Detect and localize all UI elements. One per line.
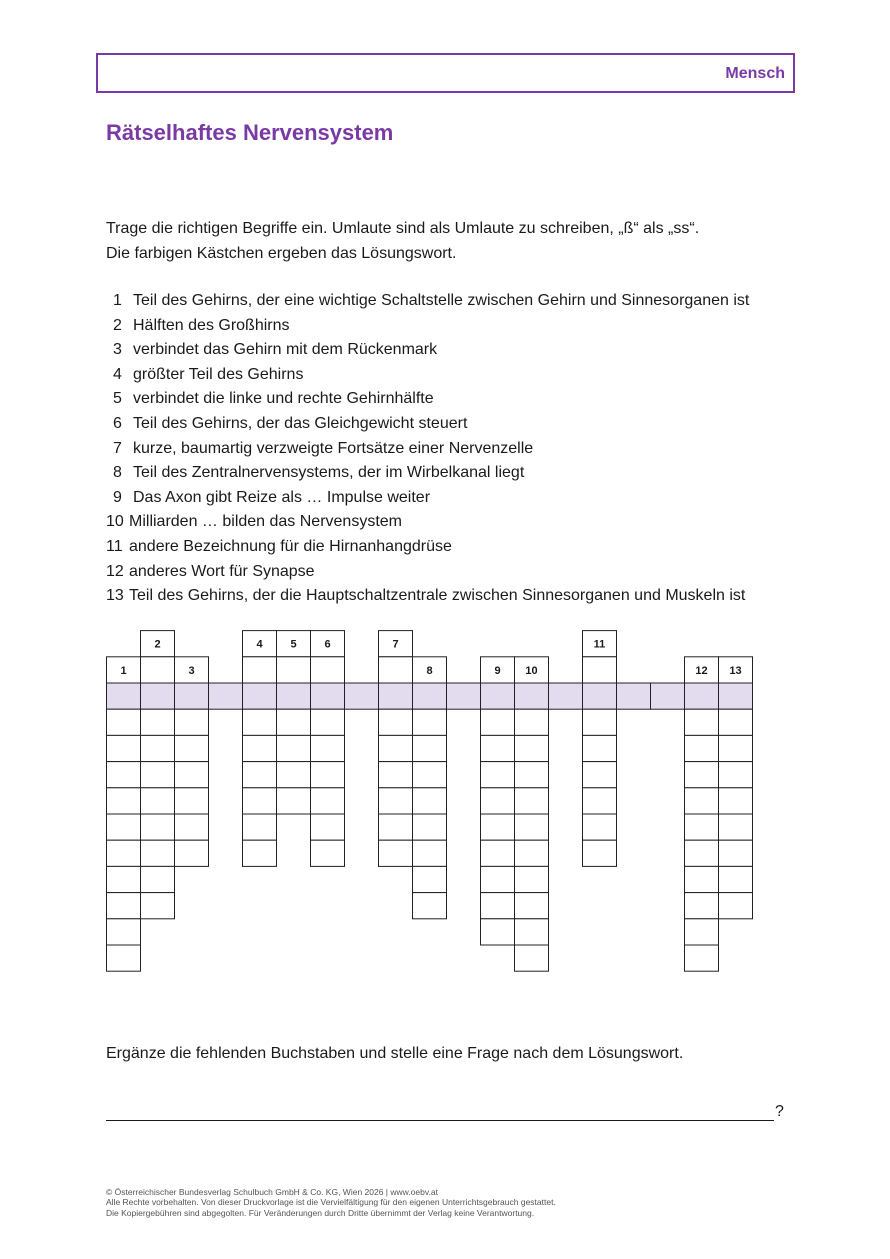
solution-cell[interactable] — [651, 683, 685, 709]
clue-number-label: 2 — [154, 638, 161, 651]
clue-number: 10 — [106, 513, 124, 531]
crossword-cell[interactable] — [515, 762, 549, 788]
clue-item — [106, 387, 806, 412]
crossword-cell[interactable] — [277, 631, 311, 657]
crossword-cell[interactable] — [515, 657, 549, 683]
solution-cell[interactable] — [311, 683, 345, 709]
crossword-cell[interactable] — [685, 840, 719, 866]
crossword-cell[interactable] — [311, 631, 345, 657]
solution-cell[interactable] — [243, 683, 277, 709]
clue-item — [106, 437, 806, 462]
clue-text: Teil des Gehirns, der das Gleichgewicht steuert — [133, 414, 468, 432]
crossword-cell[interactable] — [719, 840, 753, 866]
crossword-cell[interactable] — [175, 840, 209, 866]
crossword-cell[interactable] — [719, 814, 753, 840]
crossword-cell[interactable] — [413, 762, 447, 788]
crossword-cell[interactable] — [141, 631, 175, 657]
clue-number: 12 — [106, 562, 124, 580]
footer-disclaimer: Die Kopiergebühren sind abgegolten. Für Veränderungen durch Dritte übernimmt der Verlag keine Verantwortung. — [106, 1207, 535, 1218]
clue-text: verbindet das Gehirn mit dem Rückenmark — [133, 341, 438, 359]
crossword-cell[interactable] — [685, 657, 719, 683]
crossword-cell[interactable] — [107, 866, 141, 892]
clue-number: 2 — [113, 316, 122, 334]
crossword-cell[interactable] — [107, 814, 141, 840]
crossword-cell[interactable] — [141, 788, 175, 814]
clue-number-label: 10 — [525, 664, 538, 677]
crossword-cell[interactable] — [379, 709, 413, 735]
crossword-cell[interactable] — [481, 919, 515, 945]
crossword-cell[interactable] — [107, 919, 141, 945]
clue-number: 9 — [113, 488, 122, 506]
crossword-cell[interactable] — [719, 657, 753, 683]
crossword-cell[interactable] — [685, 919, 719, 945]
clue-number: 7 — [113, 439, 122, 457]
crossword-cell[interactable] — [311, 788, 345, 814]
crossword-cell[interactable] — [379, 657, 413, 683]
solution-cell[interactable] — [107, 683, 141, 709]
solution-cell[interactable] — [209, 683, 243, 709]
crossword-cell[interactable] — [685, 814, 719, 840]
crossword-cell[interactable] — [583, 735, 617, 761]
crossword-cell[interactable] — [277, 709, 311, 735]
crossword-cell[interactable] — [141, 893, 175, 919]
crossword-cell[interactable] — [277, 657, 311, 683]
crossword-cell[interactable] — [515, 709, 549, 735]
clue-item — [106, 535, 806, 560]
crossword-cell[interactable] — [379, 840, 413, 866]
clue-number: 11 — [106, 537, 123, 555]
crossword-cell[interactable] — [515, 919, 549, 945]
crossword-cell[interactable] — [175, 814, 209, 840]
crossword-cell[interactable] — [243, 735, 277, 761]
clue-text: andere Bezeichnung für die Hirnanhangdrüse — [129, 537, 452, 555]
crossword-cell[interactable] — [277, 788, 311, 814]
crossword-cell[interactable] — [685, 866, 719, 892]
clue-number: 4 — [113, 365, 122, 383]
crossword-cell[interactable] — [243, 788, 277, 814]
crossword-cell[interactable] — [583, 814, 617, 840]
crossword-cell[interactable] — [413, 788, 447, 814]
solution-cell[interactable] — [719, 683, 753, 709]
crossword-cell[interactable] — [413, 709, 447, 735]
crossword-cell[interactable] — [413, 735, 447, 761]
clue-text: Milliarden … bilden das Nervensystem — [129, 513, 402, 531]
crossword-cell[interactable] — [107, 735, 141, 761]
crossword-cell[interactable] — [515, 945, 549, 971]
clue-number-label: 1 — [120, 664, 127, 677]
subject-label: Mensch — [725, 65, 785, 82]
clue-number-label: 9 — [494, 664, 501, 677]
crossword-cell[interactable] — [243, 657, 277, 683]
crossword-cell[interactable] — [141, 840, 175, 866]
clue-item — [106, 289, 806, 314]
crossword-cell[interactable] — [141, 709, 175, 735]
clue-text: kurze, baumartig verzweigte Fortsätze einer Nervenzelle — [133, 439, 534, 457]
solution-cell[interactable] — [515, 683, 549, 709]
crossword-cell[interactable] — [311, 762, 345, 788]
clue-item — [106, 338, 806, 363]
crossword-cell[interactable] — [481, 657, 515, 683]
crossword-cell[interactable] — [515, 893, 549, 919]
clue-number-label: 3 — [188, 664, 195, 677]
crossword-cell[interactable] — [481, 893, 515, 919]
crossword-cell[interactable] — [413, 893, 447, 919]
crossword-cell[interactable] — [685, 735, 719, 761]
clue-number: 1 — [113, 292, 122, 309]
crossword-cell[interactable] — [107, 762, 141, 788]
clue-item — [106, 363, 806, 388]
crossword-cell[interactable] — [379, 814, 413, 840]
clue-item — [106, 510, 806, 535]
crossword-cell[interactable] — [311, 709, 345, 735]
solution-cell[interactable] — [141, 683, 175, 709]
footer-copyright: © Österreichischer Bundesverlag Schulbuch GmbH & Co. KG, Wien 2026 | www.oebv.at — [106, 1187, 438, 1197]
page-title: Rätselhaftes Nervensystem — [106, 120, 394, 145]
crossword-cell[interactable] — [515, 788, 549, 814]
clue-number-label: 4 — [256, 638, 263, 651]
instructions — [106, 217, 826, 266]
crossword-cell[interactable] — [583, 709, 617, 735]
crossword-cell[interactable] — [141, 657, 175, 683]
crossword-cell[interactable] — [583, 631, 617, 657]
crossword-cell[interactable] — [685, 709, 719, 735]
crossword-cell[interactable] — [481, 762, 515, 788]
solution-cell[interactable] — [447, 683, 481, 709]
crossword-cell[interactable] — [481, 866, 515, 892]
crossword-cell[interactable] — [379, 762, 413, 788]
crossword-cell[interactable] — [175, 657, 209, 683]
crossword-cell[interactable] — [515, 840, 549, 866]
crossword-cell[interactable] — [685, 762, 719, 788]
instruction-line-1: Trage die richtigen Begriffe ein. Umlaute sind als Umlaute zu schreiben, „ß“ als „ss“. — [106, 220, 700, 237]
crossword-cell[interactable] — [481, 840, 515, 866]
crossword-cell[interactable] — [277, 762, 311, 788]
crossword-cell[interactable] — [719, 893, 753, 919]
crossword-cell[interactable] — [719, 788, 753, 814]
clue-text: Teil des Gehirns, der die Hauptschaltzentrale zwischen Sinnesorganen und Muskeln ist — [129, 587, 746, 605]
clue-text: anderes Wort für Synapse — [129, 562, 315, 580]
crossword-cell[interactable] — [685, 945, 719, 971]
clue-number-label: 6 — [324, 638, 331, 651]
footer — [106, 1187, 556, 1218]
crossword-cell[interactable] — [413, 840, 447, 866]
crossword-cell[interactable] — [413, 814, 447, 840]
solution-cell[interactable] — [413, 683, 447, 709]
clue-item — [106, 461, 806, 486]
crossword-cell[interactable] — [719, 709, 753, 735]
answer-question-mark: ? — [775, 1103, 784, 1120]
clue-number: 8 — [113, 464, 122, 482]
crossword-cell[interactable] — [107, 945, 141, 971]
clue-item — [106, 560, 806, 585]
crossword-cell[interactable] — [583, 840, 617, 866]
clue-text: Teil des Zentralnervensystems, der im Wirbelkanal liegt — [133, 464, 525, 482]
header-box — [96, 53, 795, 93]
crossword-cell[interactable] — [141, 866, 175, 892]
crossword-cell[interactable] — [107, 709, 141, 735]
crossword-cell[interactable] — [719, 866, 753, 892]
task-instruction: Ergänze die fehlenden Buchstaben und stelle eine Frage nach dem Lösungswort. — [106, 1045, 684, 1062]
clue-item — [106, 486, 806, 511]
clue-number-label: 11 — [593, 638, 606, 651]
crossword-cell[interactable] — [515, 866, 549, 892]
solution-cell[interactable] — [379, 683, 413, 709]
crossword-cell[interactable] — [243, 709, 277, 735]
crossword-cell[interactable] — [107, 657, 141, 683]
crossword-cell[interactable] — [311, 840, 345, 866]
clue-item — [106, 314, 806, 339]
clue-item — [106, 412, 806, 437]
solution-cell[interactable] — [549, 683, 583, 709]
crossword-cell[interactable] — [107, 788, 141, 814]
clue-list — [106, 289, 806, 609]
clue-number-label: 13 — [729, 664, 742, 677]
clue-number-label: 7 — [392, 638, 399, 651]
crossword-cell[interactable] — [515, 735, 549, 761]
clue-number: 6 — [113, 414, 122, 432]
clue-number: 5 — [113, 390, 122, 408]
crossword-cell[interactable] — [379, 735, 413, 761]
crossword-cell[interactable] — [175, 762, 209, 788]
crossword-cell[interactable] — [107, 893, 141, 919]
clue-number-label: 8 — [426, 664, 433, 677]
crossword-cell[interactable] — [719, 762, 753, 788]
clue-number: 3 — [113, 341, 122, 359]
crossword-cell[interactable] — [583, 762, 617, 788]
crossword-cell[interactable] — [481, 735, 515, 761]
clue-text: Das Axon gibt Reize als … Impulse weiter — [133, 488, 431, 506]
solution-cell[interactable] — [685, 683, 719, 709]
clue-text: Teil des Gehirns, der eine wichtige Schaltstelle zwischen Gehirn und Sinnesorganen ist — [133, 292, 750, 309]
instruction-line-2: Die farbigen Kästchen ergeben das Lösungswort. — [106, 244, 457, 262]
crossword-cell[interactable] — [583, 657, 617, 683]
crossword-cell[interactable] — [481, 814, 515, 840]
crossword-cell[interactable] — [243, 631, 277, 657]
crossword-cell[interactable] — [311, 657, 345, 683]
crossword-cell[interactable] — [379, 631, 413, 657]
clue-text: verbindet die linke und rechte Gehirnhälfte — [133, 390, 434, 408]
clue-number-label: 5 — [290, 638, 297, 651]
crossword-cell[interactable] — [481, 709, 515, 735]
crossword-cell[interactable] — [243, 762, 277, 788]
crossword-cell[interactable] — [141, 735, 175, 761]
crossword-cell[interactable] — [413, 657, 447, 683]
footer-rights: Alle Rechte vorbehalten. Von dieser Druckvorlage ist die Vervielfältigung für den eigenen Unterrichtsgebrauch gestattet. — [106, 1197, 556, 1208]
clue-text: Hälften des Großhirns — [133, 316, 290, 334]
crossword-cell[interactable] — [685, 893, 719, 919]
crossword-cell[interactable] — [141, 814, 175, 840]
solution-cell[interactable] — [481, 683, 515, 709]
crossword-cell[interactable] — [685, 788, 719, 814]
solution-cell[interactable] — [175, 683, 209, 709]
crossword-cell[interactable] — [141, 762, 175, 788]
crossword-cell[interactable] — [277, 735, 311, 761]
crossword-cell[interactable] — [583, 788, 617, 814]
crossword-cell[interactable] — [107, 840, 141, 866]
crossword-cell[interactable] — [379, 788, 413, 814]
crossword-cell[interactable] — [311, 735, 345, 761]
crossword-cell[interactable] — [719, 735, 753, 761]
solution-cell[interactable] — [617, 683, 651, 709]
crossword-cell[interactable] — [413, 866, 447, 892]
clue-number: 13 — [106, 587, 124, 605]
crossword-cell[interactable] — [243, 840, 277, 866]
crossword-cell[interactable] — [175, 735, 209, 761]
crossword-cell[interactable] — [311, 814, 345, 840]
crossword-cell[interactable] — [515, 814, 549, 840]
crossword-cell[interactable] — [481, 788, 515, 814]
crossword-cell[interactable] — [175, 709, 209, 735]
crossword-cell[interactable] — [175, 788, 209, 814]
solution-cell[interactable] — [583, 683, 617, 709]
solution-cell[interactable] — [277, 683, 311, 709]
solution-cell[interactable] — [345, 683, 379, 709]
clue-text: größter Teil des Gehirns — [133, 365, 304, 383]
clue-number-label: 12 — [695, 664, 708, 677]
answer-line[interactable] — [106, 1120, 774, 1121]
crossword-cell[interactable] — [243, 814, 277, 840]
clue-item — [106, 584, 806, 609]
